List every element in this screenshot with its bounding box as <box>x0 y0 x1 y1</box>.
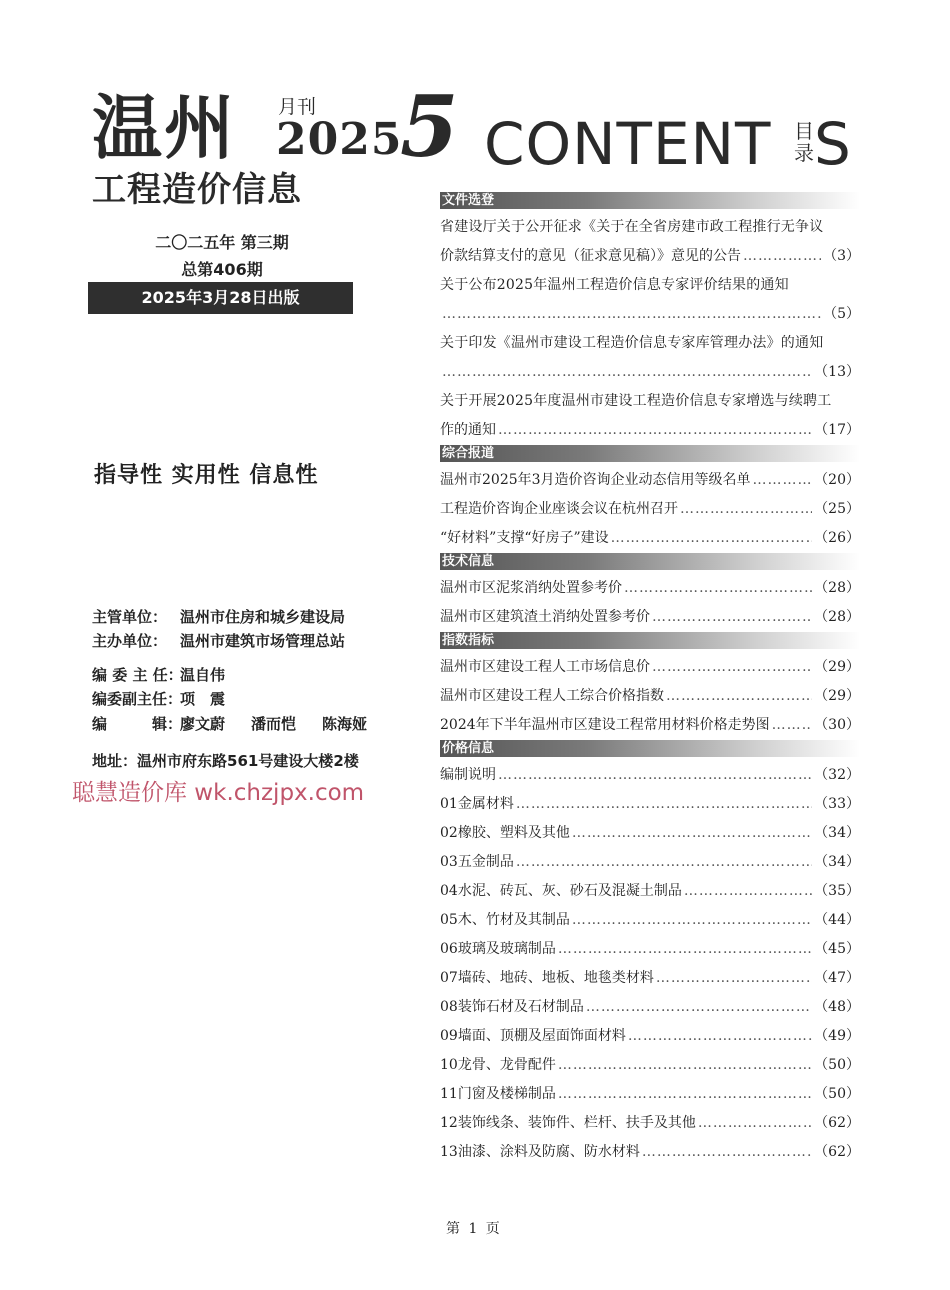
toc-page-number: （47） <box>814 970 860 986</box>
toc-page-number: （32） <box>814 767 860 783</box>
masthead-city: 温州 <box>92 87 236 169</box>
toc-leader <box>558 1080 812 1109</box>
toc-entry[interactable] <box>440 761 860 790</box>
supervisor-value: 温州市住房和城乡建设局 <box>180 608 346 626</box>
toc-leader <box>572 906 812 935</box>
toc-leader <box>684 877 812 906</box>
toc-entry[interactable] <box>440 300 860 329</box>
deputy-label: 编委副主任： <box>92 690 183 708</box>
toc-entry-line[interactable]: 关于公布2025年温州工程造价信息专家评价结果的通知 <box>440 277 789 293</box>
masthead-monthly: 月刊 <box>278 96 317 118</box>
toc-entry[interactable] <box>440 711 860 740</box>
toc-page-number: （29） <box>814 659 860 675</box>
toc-page-number: （5） <box>823 306 860 322</box>
toc-entry-title: 10龙骨、龙骨配件 <box>440 1057 556 1073</box>
toc-entry[interactable] <box>440 1080 860 1109</box>
toc-page-number: （49） <box>814 1028 860 1044</box>
toc-leader <box>558 1051 812 1080</box>
toc-leader <box>558 935 812 964</box>
toc-entry-title: 价款结算支付的意见（征求意见稿）》意见的公告 <box>440 248 741 264</box>
page-number-footer: 第 1 页 <box>446 1221 502 1237</box>
toc-page-number: （26） <box>814 530 860 546</box>
toc-leader <box>772 711 813 740</box>
toc-leader <box>680 495 812 524</box>
toc-entry-line[interactable]: 关于印发《温州市建设工程造价信息专家库管理办法》的通知 <box>440 335 824 351</box>
toc-leader <box>572 819 812 848</box>
toc-leader <box>498 761 812 790</box>
toc-leader <box>753 466 813 495</box>
toc-entry[interactable] <box>440 603 860 632</box>
toc-leader <box>516 848 812 877</box>
toc-entry-title: 13油漆、涂料及防腐、防水材料 <box>440 1144 640 1160</box>
toc-page-number: （20） <box>814 472 860 488</box>
deputy-line <box>92 688 225 709</box>
toc-page-number: （29） <box>814 688 860 704</box>
toc-entry[interactable] <box>440 416 860 445</box>
toc-entry-title: 2024年下半年温州市区建设工程常用材料价格走势图 <box>440 717 770 733</box>
toc-entry[interactable] <box>440 993 860 1022</box>
editor-name: 廖文蔚 <box>180 715 226 733</box>
toc-entry-title: 07墙砖、地砖、地板、地毯类材料 <box>440 970 654 986</box>
toc-page-number: （50） <box>814 1057 860 1073</box>
host-value: 温州市建筑市场管理总站 <box>180 632 346 650</box>
toc-entry-title: 02橡胶、塑料及其他 <box>440 825 570 841</box>
toc-page-number: （48） <box>814 999 860 1015</box>
toc-leader <box>656 964 812 993</box>
toc-section-heading: 综合报道 <box>440 445 860 462</box>
toc-entry[interactable] <box>440 495 860 524</box>
address: 地址：温州市府东路561号建设大楼2楼 <box>92 752 359 770</box>
toc-entry-title: 06玻璃及玻璃制品 <box>440 941 556 957</box>
masthead-issue-number: 5 <box>400 77 459 176</box>
toc-entry-title: 温州市区建设工程人工综合价格指数 <box>440 688 664 704</box>
toc-entry-title: 08装饰石材及石材制品 <box>440 999 584 1015</box>
toc-page-number: （28） <box>814 609 860 625</box>
toc-page-number: （62） <box>814 1144 860 1160</box>
toc-entry[interactable] <box>440 906 860 935</box>
toc-entry[interactable] <box>440 964 860 993</box>
toc-entry-title: 工程造价咨询企业座谈会议在杭州召开 <box>440 501 678 517</box>
toc-page-number: （34） <box>814 825 860 841</box>
toc-entry-title: 01金属材料 <box>440 796 514 812</box>
director-line <box>92 664 225 685</box>
masthead-year: 2025 <box>276 114 403 165</box>
toc-entry-title: 05木、竹材及其制品 <box>440 912 570 928</box>
toc-leader <box>652 653 812 682</box>
toc-entry[interactable] <box>440 653 860 682</box>
toc-section-heading: 价格信息 <box>440 740 860 757</box>
toc-leader <box>442 300 821 329</box>
toc-entry-title: 温州市区泥浆消纳处置参考价 <box>440 580 622 596</box>
editor-name: 陈海娅 <box>322 715 368 733</box>
toc-entry-line[interactable]: 关于开展2025年度温州市建设工程造价信息专家增选与续聘工 <box>440 393 832 409</box>
editors-label: 编 辑： <box>92 715 183 733</box>
toc-leader <box>642 1138 812 1167</box>
toc-entry[interactable] <box>440 466 860 495</box>
toc-page-number: （3） <box>823 248 860 264</box>
toc-page-number: （35） <box>814 883 860 899</box>
contents-heading-s: S <box>814 110 851 178</box>
toc-page-number: （34） <box>814 854 860 870</box>
toc-leader <box>516 790 812 819</box>
toc-leader <box>624 574 812 603</box>
toc-leader <box>442 358 812 387</box>
toc-leader <box>666 682 812 711</box>
toc-page-number: （62） <box>814 1115 860 1131</box>
contents-heading-zh: 目录 <box>794 119 814 165</box>
toc-entry-title: 编制说明 <box>440 767 496 783</box>
toc-entry-title: 作的通知 <box>440 422 496 438</box>
toc-entry-line[interactable]: 省建设厅关于公开征求《关于在全省房建市政工程推行无争议 <box>440 219 824 235</box>
director-label: 编 委 主 任： <box>92 666 183 684</box>
contents-heading: CONTENT <box>484 110 772 178</box>
toc-entry-title: 温州市2025年3月造价咨询企业动态信用等级名单 <box>440 472 751 488</box>
toc-section-heading: 文件选登 <box>440 192 860 209</box>
publication-date-banner: 2025年3月28日出版 <box>88 282 353 314</box>
toc-entry[interactable] <box>440 848 860 877</box>
toc-page-number: （33） <box>814 796 860 812</box>
toc-page-number: （45） <box>814 941 860 957</box>
toc-entry-title: 09墙面、顶棚及屋面饰面材料 <box>440 1028 626 1044</box>
toc-entry-title: 04水泥、砖瓦、灰、砂石及混凝土制品 <box>440 883 682 899</box>
deputy-value: 项 震 <box>180 690 226 708</box>
toc-leader <box>698 1109 812 1138</box>
toc-entry[interactable] <box>440 524 860 553</box>
slogan: 指导性 实用性 信息性 <box>94 463 319 488</box>
toc-entry[interactable] <box>440 682 860 711</box>
toc-entry[interactable] <box>440 935 860 964</box>
toc-entry[interactable] <box>440 1022 860 1051</box>
toc-entry[interactable] <box>440 358 860 387</box>
toc-leader <box>586 993 812 1022</box>
toc-entry-title: 12装饰线条、装饰件、栏杆、扶手及其他 <box>440 1115 696 1131</box>
toc-entry[interactable] <box>440 242 860 271</box>
toc-page-number: （30） <box>814 717 860 733</box>
director-value: 温自伟 <box>180 666 226 684</box>
toc-page-number: （13） <box>814 364 860 380</box>
toc-section-heading: 技术信息 <box>440 553 860 570</box>
host-label: 主办单位： <box>92 632 168 650</box>
supervisor-label: 主管单位： <box>92 608 168 626</box>
toc-entry-title: 温州市区建设工程人工市场信息价 <box>440 659 650 675</box>
toc-entry-title: 温州市区建筑渣土消纳处置参考价 <box>440 609 650 625</box>
toc-entry[interactable] <box>440 790 860 819</box>
toc-leader <box>743 242 821 271</box>
watermark-text: 聪慧造价库 wk.chzjpx.com <box>72 780 365 806</box>
masthead-subtitle: 工程造价信息 <box>92 170 302 210</box>
toc-entry-title: 11门窗及楼梯制品 <box>440 1086 556 1102</box>
toc-entry[interactable] <box>440 877 860 906</box>
host-line <box>92 630 345 651</box>
toc-entry[interactable] <box>440 1109 860 1138</box>
editors-line <box>92 713 367 734</box>
table-of-contents <box>440 192 860 1167</box>
toc-leader <box>652 603 812 632</box>
issue-period: 二〇二五年 第三期 <box>155 233 289 252</box>
toc-page-number: （44） <box>814 912 860 928</box>
issue-total-number: 总第406期 <box>181 260 263 279</box>
toc-section-heading: 指数指标 <box>440 632 860 649</box>
toc-entry[interactable] <box>440 574 860 603</box>
toc-page-number: （25） <box>814 501 860 517</box>
toc-page-number: （17） <box>814 422 860 438</box>
toc-page-number: （50） <box>814 1086 860 1102</box>
toc-entry[interactable] <box>440 1138 860 1167</box>
supervisor-line <box>92 606 345 627</box>
toc-page-number: （28） <box>814 580 860 596</box>
toc-entry[interactable] <box>440 819 860 848</box>
toc-entry-title: 03五金制品 <box>440 854 514 870</box>
toc-leader <box>628 1022 812 1051</box>
toc-entry-title: “好材料”支撑“好房子”建设 <box>440 530 609 546</box>
editor-name: 潘而恺 <box>251 715 297 733</box>
toc-leader <box>498 416 812 445</box>
toc-leader <box>611 524 813 553</box>
toc-entry[interactable] <box>440 1051 860 1080</box>
